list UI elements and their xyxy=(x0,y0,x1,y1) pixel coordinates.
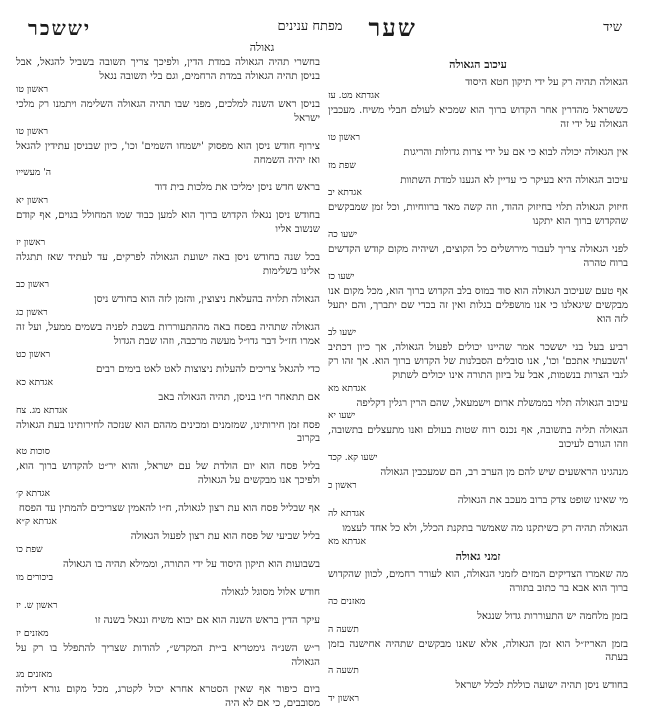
entry-reference: ראשון כ xyxy=(328,480,357,492)
entry-reference: אגדתא ק״א xyxy=(16,516,57,528)
entry-reference: ישעו כה xyxy=(328,229,358,241)
index-entry xyxy=(16,614,320,639)
entry-reference: ישעו לב xyxy=(328,326,357,338)
entry-text: עיכוב הגאולה תלוי בממשלת ארום וישמעאל, שהם הרין רגלין דקליפה xyxy=(356,397,628,409)
entry-text: ביום כיפור אף שאין הסטרא אחרא יכול לקטרג, מכל מקום גורא דילוה מסובבים, כי אם לא היה xyxy=(16,684,320,710)
index-entry xyxy=(16,642,320,681)
index-entry xyxy=(328,243,628,282)
entry-reference: ראשון כב xyxy=(16,278,50,290)
index-entry xyxy=(16,181,320,206)
page-header xyxy=(28,6,622,40)
index-entry xyxy=(16,460,320,499)
entry-reference: מאזנים כה xyxy=(328,595,366,607)
entry-reference: ראשון כג xyxy=(16,306,48,318)
entry-text: הגאולה שתהיה בפסח באה מההתעוררות בשבת לפניה בשמים ממעל, ועל זה אמרו חז״ל דבר גדו״ל מעשה מרכבה, וזהו שבת הגדול xyxy=(16,321,320,347)
index-entry xyxy=(328,568,628,607)
entry-reference: ראשון ש. יז xyxy=(16,599,58,611)
index-entry xyxy=(16,321,320,360)
entry-text: בזמן מלחמה יש התעוררות גדול שנגאל xyxy=(477,610,628,622)
entry-text: אם תתאחר ח״ו בניסן, תהיה הגאולה באב xyxy=(158,391,320,403)
index-entry xyxy=(16,586,320,611)
entry-reference: ה' מעשייו xyxy=(16,167,52,179)
entry-reference: מאזנים מג xyxy=(16,669,53,681)
entry-reference: ראשון יד xyxy=(328,693,359,705)
book-title: יששכר xyxy=(28,16,92,40)
index-entry xyxy=(16,502,320,527)
entry-reference: אגדתא מט. עז xyxy=(328,89,380,101)
entry-text: אף טעם שעיכוב הגאולה הוא סוד במוס בלב הקדוש ברוך הוא, מכל מקום אנו מבקשים שיגאלנו כי אנו מושפלים בגלות ואין זה בכדי שם יתברך, והם יתעל לזה הוא xyxy=(328,286,628,325)
index-entry xyxy=(328,146,628,171)
entry-text: הגאולה תהיה רק כשיתקנו מה שאמשר בתקנת הכלל, ולא כל אחד לעצמו xyxy=(342,523,628,535)
section-title: שער xyxy=(368,13,417,42)
entry-text: חודש אלול מסוגל לגאולה xyxy=(221,586,320,598)
entry-reference: שפת כו xyxy=(16,543,43,555)
entry-text: בראש חדש ניסן ימליכו את מלכות בית דוד xyxy=(154,182,320,194)
index-entry xyxy=(328,341,628,394)
entry-reference: ביכורים מו xyxy=(16,571,54,583)
entry-reference: סוכות טא xyxy=(16,446,51,458)
right-text-column xyxy=(328,56,628,705)
header-titles xyxy=(277,13,417,42)
index-entry xyxy=(328,397,628,422)
entry-reference: ישעו כז xyxy=(328,271,355,283)
entry-reference: אגדתא מג. צח xyxy=(16,404,68,416)
entry-reference: ישעו קא. קכד xyxy=(328,452,378,464)
entry-reference: ראשון טו xyxy=(328,131,361,143)
entry-text: ר״ש השנ״ה גימטריא ב״ית המקדש״, להודות שצריך להתפלל בו רק על הגאולה xyxy=(16,642,320,668)
entry-text: פסח זמן חירותינו, שמזמנים ומכינים מההם הוא שנזכה לחירותינו בעת הגאולה בקרוב xyxy=(16,419,320,445)
entry-text: מנהגינו הראשעים שיש להם מן הערב רב, הם שמעכבין הגאולה xyxy=(380,467,628,479)
index-entry xyxy=(328,522,628,547)
entry-text: בחשרי תהיה הגאולה במדת הדין, ולפיכך צריך תשובה בשביל להגאל, אבל בניסן תהיה הגאולה במדת הרחמים, וגם בלי תשובה נגאל xyxy=(16,57,320,82)
entry-reference: אגדתא לה xyxy=(328,508,365,520)
entry-reference: מאזנים יז xyxy=(16,627,49,639)
index-entry xyxy=(16,209,320,248)
section-heading: זמני גאולה xyxy=(455,549,501,563)
index-entry xyxy=(16,683,320,711)
index-label: מפתח ענינים xyxy=(277,19,343,34)
entry-text: בזמן האריז״ל הוא זמן הגאולה, אלא שאנו מבקשים שתהיה אחישנה בזמן בעתה xyxy=(328,638,628,664)
entry-text: הגאולה תלויה בהעלאת ניצוצין, והזמן לזה הוא בחודש ניסן xyxy=(93,293,320,305)
entry-text: בליל פסח הוא יום הולדת של עם ישראל, והוא יר״ט להקדוש ברוך הוא, ולפיכך אנו מבקשים על הגאולה xyxy=(16,461,320,487)
entry-reference: ישעו יא xyxy=(328,410,356,422)
index-entry xyxy=(328,285,628,338)
index-entry xyxy=(328,494,628,519)
entry-text: בניסן ראש השנה למלכים, מפני שבו תהיה הגאולה השלימה ויתמנו רק מלכי ישראל xyxy=(16,98,320,124)
entry-text: בחודש ניסן נגאלו הקדוש ברוך הוא למען כבוד שמו המחולל בגוים, אף קודם שנשוב אליו xyxy=(16,210,320,236)
page-number: שיד xyxy=(603,20,622,35)
entry-text: כדי להגאל צריכים להעלות ניצוצות לאט לאט בימים רבים xyxy=(95,363,320,375)
index-entry xyxy=(16,251,320,290)
entry-text: בחודש ניסן תהיה ישועה כוללת לכלל ישראל xyxy=(455,680,628,692)
entry-text: לפני הגאולה צריך לעבור מירושלים כל הקוצים, ושיהיה מקום קודש הקדשים ברוח טהרה xyxy=(328,244,628,270)
page-subtitle: גאולה xyxy=(249,41,275,54)
entry-text: רביע בעל בני יששכר אמר שהיינו יכולים לפעול הגאולה, אך כיון דכתיב 'השבעתי אתכם' וכו', אנו סובלים הסבלנות של הקדוש ברוך הוא. אך זהו רק לגבי הצרות בנשמות, אבל על ביזון התורה אינו יכולים לשתוק xyxy=(328,341,628,381)
entry-reference: תשעה ה xyxy=(328,623,359,635)
entry-reference: ראשון יז xyxy=(16,237,46,249)
entry-reference: אגדתא מא xyxy=(328,382,366,394)
entry-reference: ראשון טו xyxy=(16,125,49,137)
entry-text: חיזוק הגאולה תלוי בחיזוק ההוד, וזה קשה מאד ברווחיות, וכל זמן שמבקשים שהקדוש ברוך הוא יתקנו xyxy=(328,202,628,228)
entry-text: מי שאינו שופט צדק ברוב מעכב את הגאולה xyxy=(457,495,628,507)
entry-text: הגאולה תליה בתשובה, אף נכנס רוח שטות בעולם ואנו מתעצלים בתשובה, וזהו הגורם לעיכוב xyxy=(328,425,628,451)
index-entry xyxy=(328,424,628,463)
entry-reference: אגדתא כא xyxy=(16,376,54,388)
entry-reference: אגדתא יב xyxy=(328,187,362,199)
entry-text: בשבועות הוא תיקון היסוד על ידי התורה, וממילא תהיה בו הגאולה xyxy=(62,558,320,570)
left-text-column xyxy=(16,56,320,710)
entry-reference: ראשון יא xyxy=(16,195,49,207)
index-entry xyxy=(16,140,320,179)
entry-text: עיקר הדין בראש השנה הוא אם יבוא משיח ונגאל בשנה זו xyxy=(95,614,320,626)
entry-text: אין הגאולה יכולה לבוא כי אם על ידי צרות גדולות והריגות xyxy=(403,146,628,158)
entry-text: הגאולה תהיה רק על ידי תיקון חטא היסוד xyxy=(465,76,628,88)
entry-reference: ראשון כט xyxy=(16,348,51,360)
entry-text: אף שבליל פסח הוא עת רצון לגאולה, ח״ו להאמין שצריכים להמתין עד הפסח xyxy=(18,503,320,515)
index-entry xyxy=(16,98,320,137)
entry-text: בכל שנה בחודש ניסן באה ישועת הגאולה לפרקים, עד לעתיד שאז תתגלה אלינו בשלימות xyxy=(16,252,320,278)
index-entry xyxy=(328,610,628,635)
index-entry xyxy=(16,363,320,388)
index-entry xyxy=(328,104,628,143)
entry-text: עיכוב הגאולה היא בעיקר כי עדיין לא הגענו למדת השתוות xyxy=(400,174,628,186)
entry-text: כששראל מהדרין אחר הקדוש ברוך הוא שמכיא לעולם חבלי משיח. מעכבין הגאולה על ידי זה xyxy=(328,104,628,130)
entry-reference: ראשון טו xyxy=(16,83,49,95)
index-entry xyxy=(16,391,320,416)
entry-reference: שפת מז xyxy=(328,159,356,171)
index-entry xyxy=(328,76,628,101)
index-entry xyxy=(328,466,628,491)
index-entry xyxy=(328,174,628,199)
entry-reference: אגדתא ק׳ xyxy=(16,488,51,500)
index-entry xyxy=(328,679,628,704)
index-entry xyxy=(16,419,320,458)
index-entry xyxy=(328,638,628,677)
entry-text: בליל שביעי של פסח הוא עת רצון לפעול הגאולה xyxy=(130,531,320,543)
entry-text: צירוף חודש ניסן הוא מפסוק 'ישמחו השמים' וכו', כיון שבניסן עתידין להגאל ואז יהיה השמחה xyxy=(16,140,320,166)
index-entry xyxy=(16,56,320,95)
index-entry xyxy=(16,530,320,555)
entry-text: מה שאמרו הצדיקים המזים לזמני הגאולה, הוא לעורר רחמים, לכוון שהקדוש ברוך הוא אבא בר כתוב בתורה xyxy=(328,568,628,594)
index-entry xyxy=(328,201,628,240)
section-heading: עיכוב הגאולה xyxy=(449,58,507,71)
index-entry xyxy=(16,293,320,318)
entry-reference: תשעה ה xyxy=(328,665,359,677)
index-entry xyxy=(16,558,320,583)
entry-reference: אגדתא מא xyxy=(328,535,366,547)
